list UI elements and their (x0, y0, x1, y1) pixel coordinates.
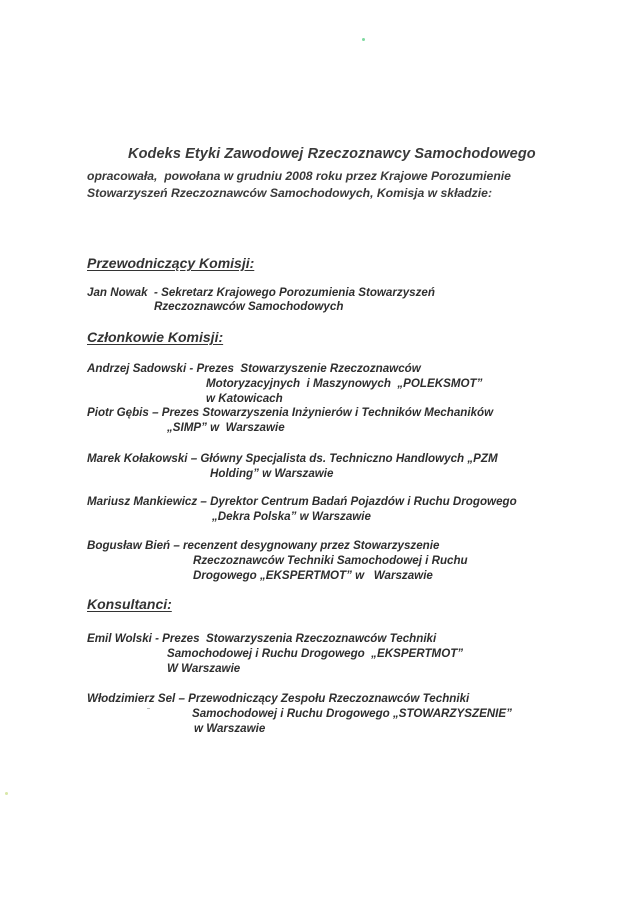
member-line: Bogusław Bień – recenzent desygnowany przez Stowarzyszenie (87, 539, 440, 552)
consultant-line: W Warszawie (167, 662, 241, 675)
chair-line: Jan Nowak - Sekretarz Krajowego Porozumienia Stowarzyszeń (87, 286, 435, 299)
consultant-line: Włodzimierz Sel – Przewodniczący Zespołu Rzeczoznawców Techniki (87, 692, 470, 705)
member-line: Piotr Gębis – Prezes Stowarzyszenia Inżynierów i Techników Mechaników (87, 406, 494, 419)
scan-speck (5, 792, 8, 795)
member-line: „SIMP” w Warszawie (167, 421, 285, 434)
members-heading: Członkowie Komisji: (87, 329, 224, 345)
scan-mark (147, 708, 150, 709)
consultant-line: w Warszawie (194, 722, 266, 735)
chair-line: Rzeczoznawców Samochodowych (154, 300, 344, 313)
consultants-heading: Konsultanci: (87, 596, 172, 612)
consultant-line: Samochodowej i Ruchu Drogowego „EKSPERTMOT” (167, 647, 464, 660)
chair-heading: Przewodniczący Komisji: (87, 255, 255, 271)
member-line: Rzeczoznawców Techniki Samochodowej i Ruchu (193, 554, 468, 567)
member-line: Drogowego „EKSPERTMOT” w Warszawie (193, 569, 433, 582)
document-title: Kodeks Etyki Zawodowej Rzeczoznawcy Samochodowego (128, 146, 536, 162)
intro-line: opracowała, powołana w grudniu 2008 roku przez Krajowe Porozumienie (87, 169, 511, 183)
member-line: Marek Kołakowski – Główny Specjalista ds. Techniczno Handlowych „PZM (87, 452, 498, 465)
member-line: Holding” w Warszawie (210, 467, 334, 480)
member-line: w Katowicach (206, 392, 283, 405)
consultant-line: Samochodowej i Ruchu Drogowego „STOWARZYSZENIE” (192, 707, 512, 720)
intro-line: Stowarzyszeń Rzeczoznawców Samochodowych, Komisja w składzie: (87, 186, 493, 200)
consultant-line: Emil Wolski - Prezes Stowarzyszenia Rzeczoznawców Techniki (87, 632, 437, 645)
member-line: Andrzej Sadowski - Prezes Stowarzyszenie Rzeczoznawców (87, 362, 421, 375)
member-line: Mariusz Mankiewicz – Dyrektor Centrum Badań Pojazdów i Ruchu Drogowego (87, 495, 517, 508)
scan-speck (362, 38, 365, 41)
member-line: „Dekra Polska” w Warszawie (212, 510, 371, 523)
member-line: Motoryzacyjnych i Maszynowych „POLEKSMOT” (206, 377, 483, 390)
